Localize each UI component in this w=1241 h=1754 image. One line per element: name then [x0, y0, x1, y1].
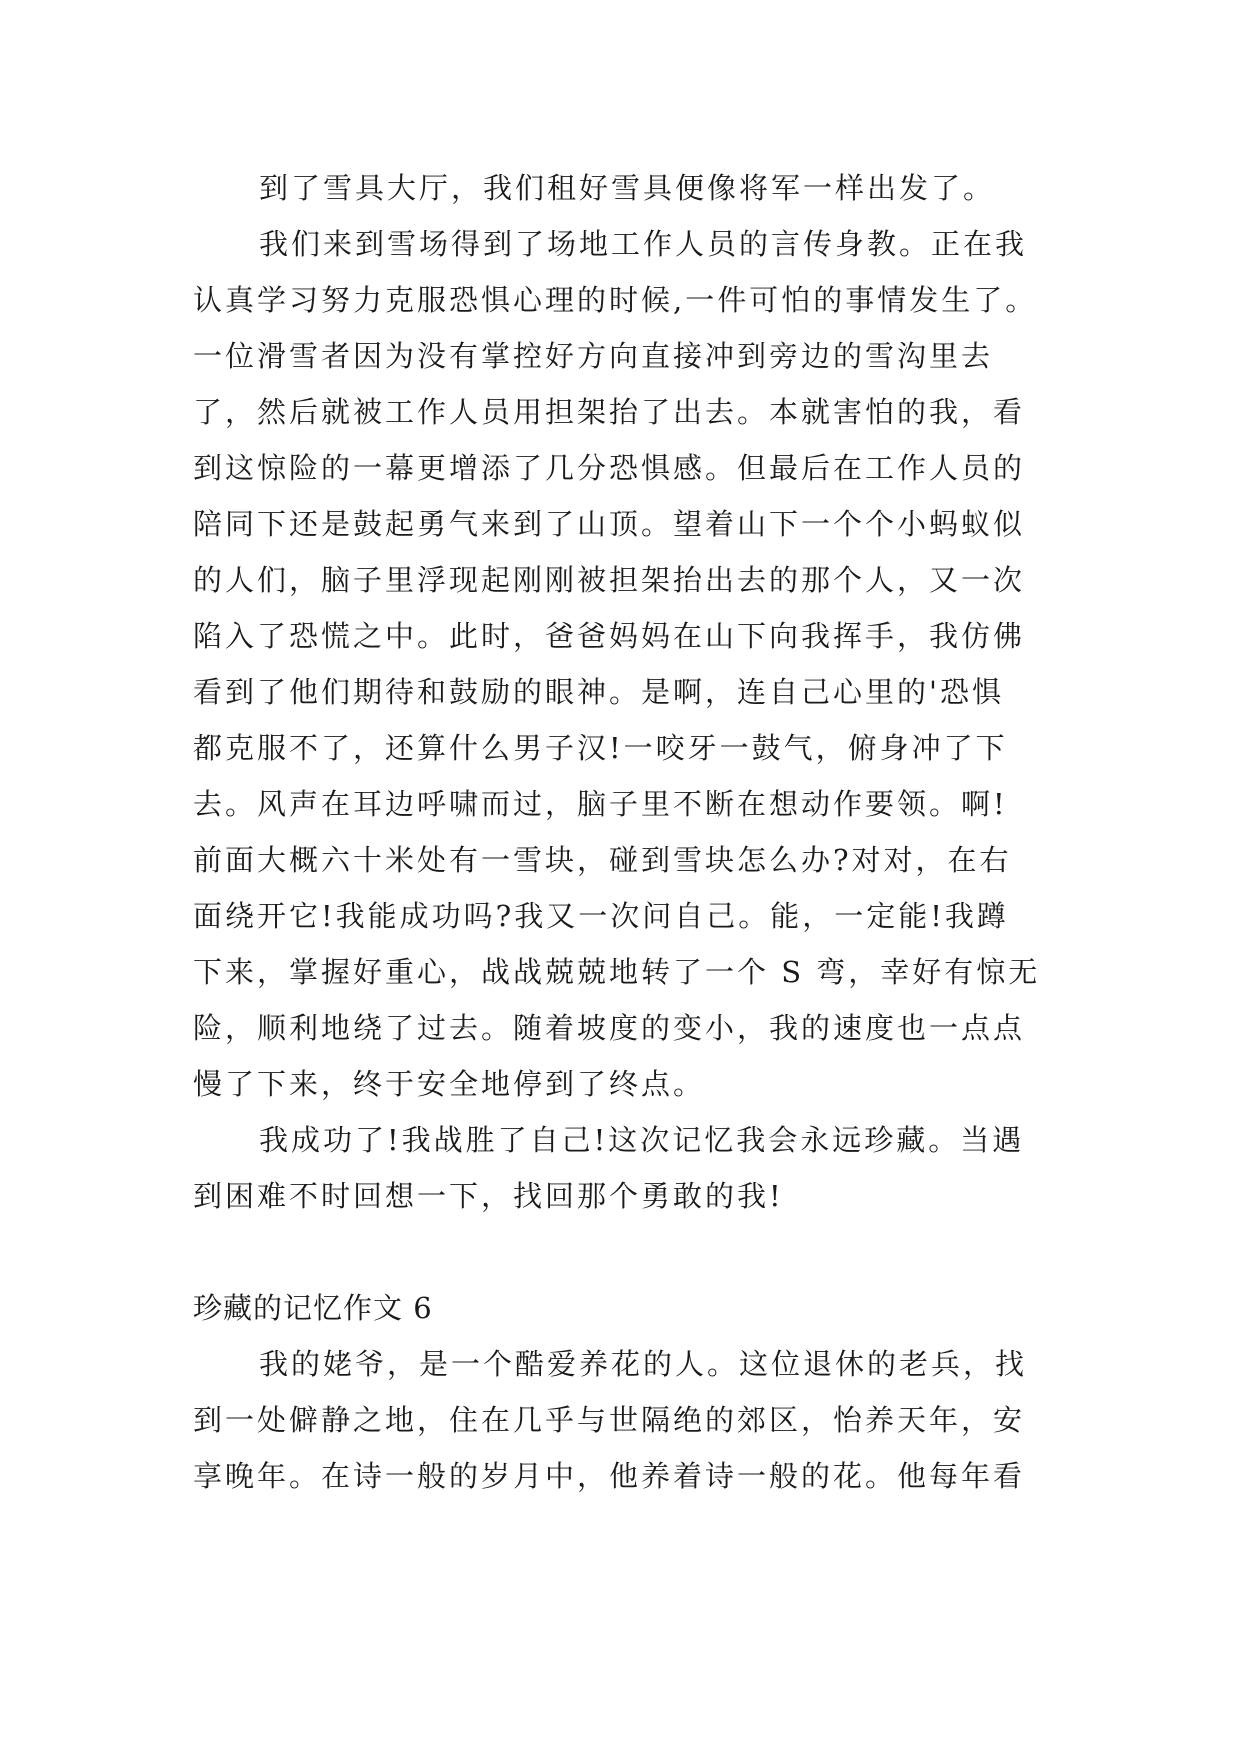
paragraph-line: 享晚年。在诗一般的岁月中，他养着诗一般的花。他每年看	[193, 1459, 1026, 1493]
paragraph-line: 我的姥爷，是一个酷爱养花的人。这位退休的老兵，找	[259, 1347, 1028, 1381]
paragraph-line: 陪同下还是鼓起勇气来到了山顶。望着山下一个个小蚂蚁似	[193, 507, 1026, 541]
paragraph-line: 陷入了恐慌之中。此时，爸爸妈妈在山下向我挥手，我仿佛	[193, 619, 1026, 653]
paragraph-line: 都克服不了，还算什么男子汉!一咬牙一鼓气，俯身冲了下	[193, 731, 1008, 765]
paragraph-line: 我们来到雪场得到了场地工作人员的言传身教。正在我	[259, 227, 1028, 261]
paragraph-line: 到一处僻静之地，住在几乎与世隔绝的郊区，怡养天年，安	[193, 1403, 1026, 1437]
paragraph-line: 慢了下来，终于安全地停到了终点。	[193, 1067, 706, 1101]
paragraph-line: 面绕开它!我能成功吗?我又一次问自己。能，一定能!我蹲	[193, 899, 1009, 933]
section-spacer	[193, 1224, 1073, 1280]
paragraph-line: 到了雪具大厅，我们租好雪具便像将军一样出发了。	[259, 171, 996, 205]
paragraph-line: 的人们，脑子里浮现起刚刚被担架抬出去的那个人，又一次	[193, 563, 1026, 597]
paragraph-line: 看到了他们期待和鼓励的眼神。是啊，连自己心里的'恐惧	[193, 675, 1004, 709]
section-heading: 珍藏的记忆作文 6	[193, 1291, 433, 1325]
paragraph-line: 险，顺利地绕了过去。随着坡度的变小，我的速度也一点点	[193, 1011, 1026, 1045]
paragraph-line: 到困难不时回想一下，找回那个勇敢的我!	[193, 1179, 784, 1213]
paragraph-line: 我成功了!我战胜了自己!这次记忆我会永远珍藏。当遇	[259, 1123, 1025, 1157]
paragraph-line: 前面大概六十米处有一雪块，碰到雪块怎么办?对对，在右	[193, 843, 1012, 877]
paragraph-line: 去。风声在耳边呼啸而过，脑子里不断在想动作要领。啊!	[193, 787, 1008, 821]
paragraph-line: 了，然后就被工作人员用担架抬了出去。本就害怕的我，看	[193, 395, 1026, 429]
document-body	[193, 160, 1073, 1504]
paragraph-line: 到这惊险的一幕更增添了几分恐惧感。但最后在工作人员的	[193, 451, 1026, 485]
paragraph-line: 下来，掌握好重心，战战兢兢地转了一个 S 弯，幸好有惊无	[193, 955, 1041, 989]
paragraph-line: 认真学习努力克服恐惧心理的时候,一件可怕的事情发生了。	[193, 283, 1038, 317]
paragraph-line: 一位滑雪者因为没有掌控好方向直接冲到旁边的雪沟里去	[193, 339, 994, 373]
